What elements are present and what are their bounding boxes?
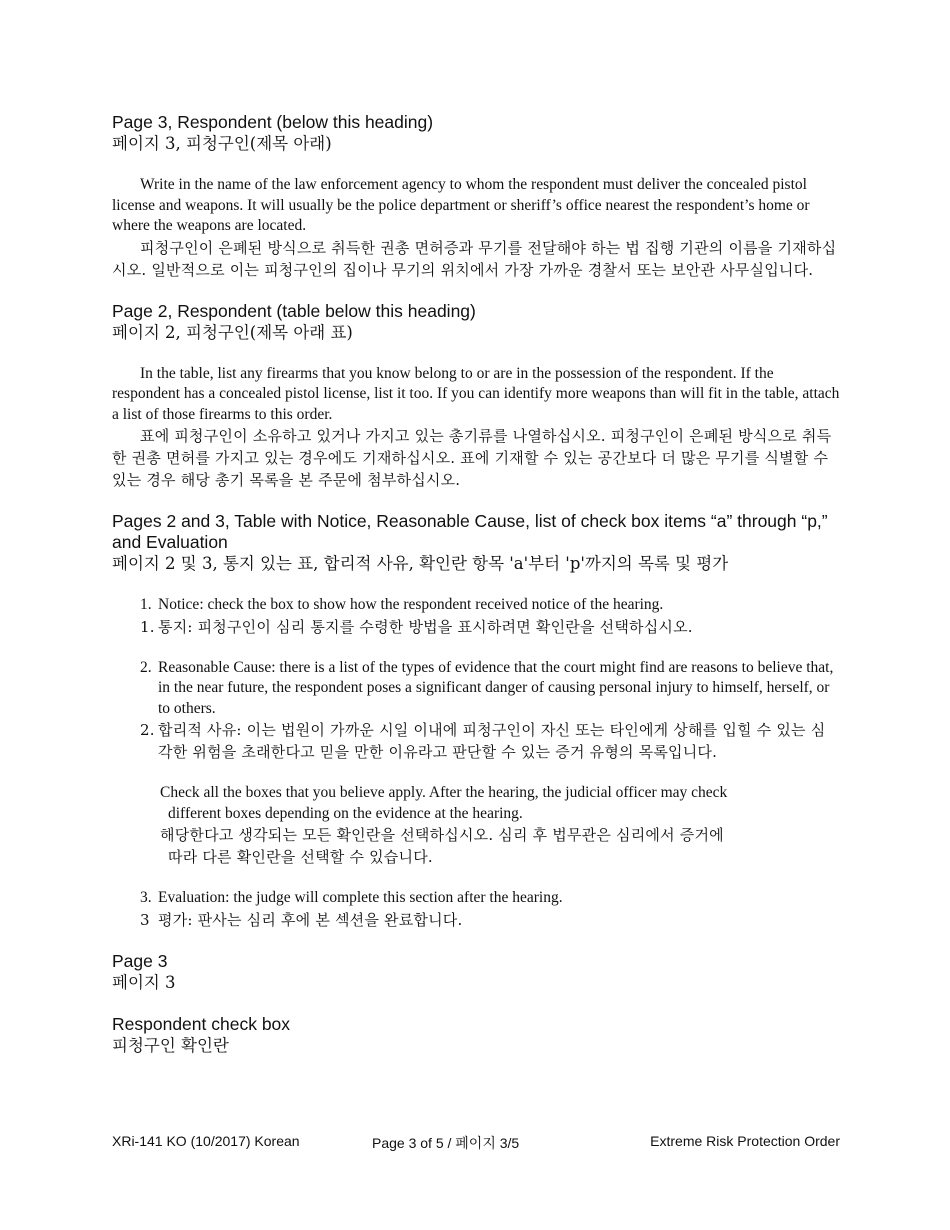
item-text: Notice: check the box to show how the respondent received notice of the hearing. [158, 596, 664, 613]
section-respondent-page3 [112, 112, 840, 281]
section-page3 [112, 951, 840, 994]
page-number: Page 3 of 5 / 페이지 3/5 [372, 1135, 520, 1151]
list-item-en [140, 658, 840, 720]
item-number: 3. [140, 889, 152, 906]
paragraph-en: Write in the name of the law enforcement agency to whom the respondent must deliver the concealed pistol license and weapons. It will usually be the police department or sheriff’s office nearest the respondent’s home or where the weapons are located. [112, 176, 810, 234]
item-number: 1. [140, 617, 155, 636]
instruction-ko-line2: 따라 다른 확인란을 선택할 수 있습니다. [168, 848, 433, 866]
section-heading-ko: 페이지 2 및 3, 통지 있는 표, 합리적 사유, 확인란 항목 'a'부터 'p'까지의 목록 및 평가 [112, 554, 729, 573]
section-respondent-table [112, 301, 840, 492]
document-page [112, 112, 840, 1077]
section-heading-en: Page 3 [112, 950, 168, 971]
paragraph-ko: 피청구인이 은폐된 방식으로 취득한 권총 면허증과 무기를 전달해야 하는 법 집행 기관의 이름을 기재하십시오. 일반적으로 이는 피청구인의 집이나 무기의 위치에서 가장 가까운 경찰서 또는 보안관 사무실입니다. [112, 238, 837, 279]
item-number: 2. [140, 658, 152, 676]
list-item-ko [140, 719, 840, 763]
item-text: 평가: 판사는 심리 후에 본 섹션을 완료합니다. [158, 910, 463, 929]
item-text: Evaluation: the judge will complete this section after the hearing. [158, 889, 563, 906]
section-heading-en: Page 3, Respondent (below this heading) [112, 112, 434, 132]
item-number: 3 [140, 910, 150, 929]
instruction-ko-line1: 해당한다고 생각되는 모든 확인란을 선택하십시오. 심리 후 법무관은 심리에서 증거에 [160, 826, 724, 844]
form-id: XRi-141 KO (10/2017) Korean [112, 1133, 300, 1149]
item-text: 합리적 사유: 이는 법원이 가까운 시일 이내에 피청구인이 자신 또는 타인에게 상해를 입힐 수 있는 심각한 위험을 초래한다고 믿을 만한 이유라고 판단할 수 있는 증거 유형의 목록입니다. [158, 721, 826, 761]
section-heading-en: Respondent check box [112, 1013, 291, 1034]
list-item-en [140, 888, 840, 909]
paragraph-en: In the table, list any firearms that you know belong to or are in the possession of the respondent. If the respondent has a concealed pistol license, list it too. If you can identify more weapons than will fit in the table, attach a list of those firearms to this order. [112, 364, 840, 423]
section-heading-en: Pages 2 and 3, Table with Notice, Reasonable Cause, list of check box items “a” through “p,” and Evaluation [112, 511, 828, 552]
instruction-en-line2: different boxes depending on the evidence at the hearing. [168, 804, 523, 822]
section-heading-en: Page 2, Respondent (table below this heading) [112, 300, 476, 321]
section-respondent-checkbox [112, 1014, 840, 1057]
list-item-ko [140, 616, 840, 638]
item-text: Reasonable Cause: there is a list of the types of evidence that the court might find are reasons to believe that, in the near future, the respondent poses a significant danger of causing personal injury to himself, herself, or to others. [158, 658, 834, 717]
section-heading-ko: 피청구인 확인란 [112, 1035, 229, 1055]
item-number: 2. [140, 721, 155, 739]
section-notice-cause-evaluation [112, 511, 840, 931]
paragraph-ko: 표에 피청구인이 소유하고 있거나 가지고 있는 총기류를 나열하십시오. 피청구인이 은폐된 방식으로 취득한 권총 면허를 가지고 있는 경우에도 기재하십시오. 표에 기재할 수 있는 공간보다 더 많은 무기를 식별할 수 있는 경우 해당 총기 목록을 본 주문에 첨부하십시오. [112, 427, 832, 489]
section-heading-ko: 페이지 3, 피청구인(제목 아래) [112, 134, 332, 153]
document-title: Extreme Risk Protection Order [650, 1133, 840, 1149]
list-item-ko [140, 909, 840, 931]
list-item-en [140, 595, 840, 616]
item-number: 1. [140, 596, 152, 613]
item-text: 통지: 피청구인이 심리 통지를 수령한 방법을 표시하려면 확인란을 선택하십시오. [158, 617, 693, 636]
section-heading-ko: 페이지 2, 피청구인(제목 아래 표) [112, 322, 353, 342]
section-heading-ko: 페이지 3 [112, 972, 176, 992]
instruction-en-line1: Check all the boxes that you believe apply. After the hearing, the judicial officer may check [160, 784, 728, 801]
checkbox-instructions [160, 783, 840, 868]
